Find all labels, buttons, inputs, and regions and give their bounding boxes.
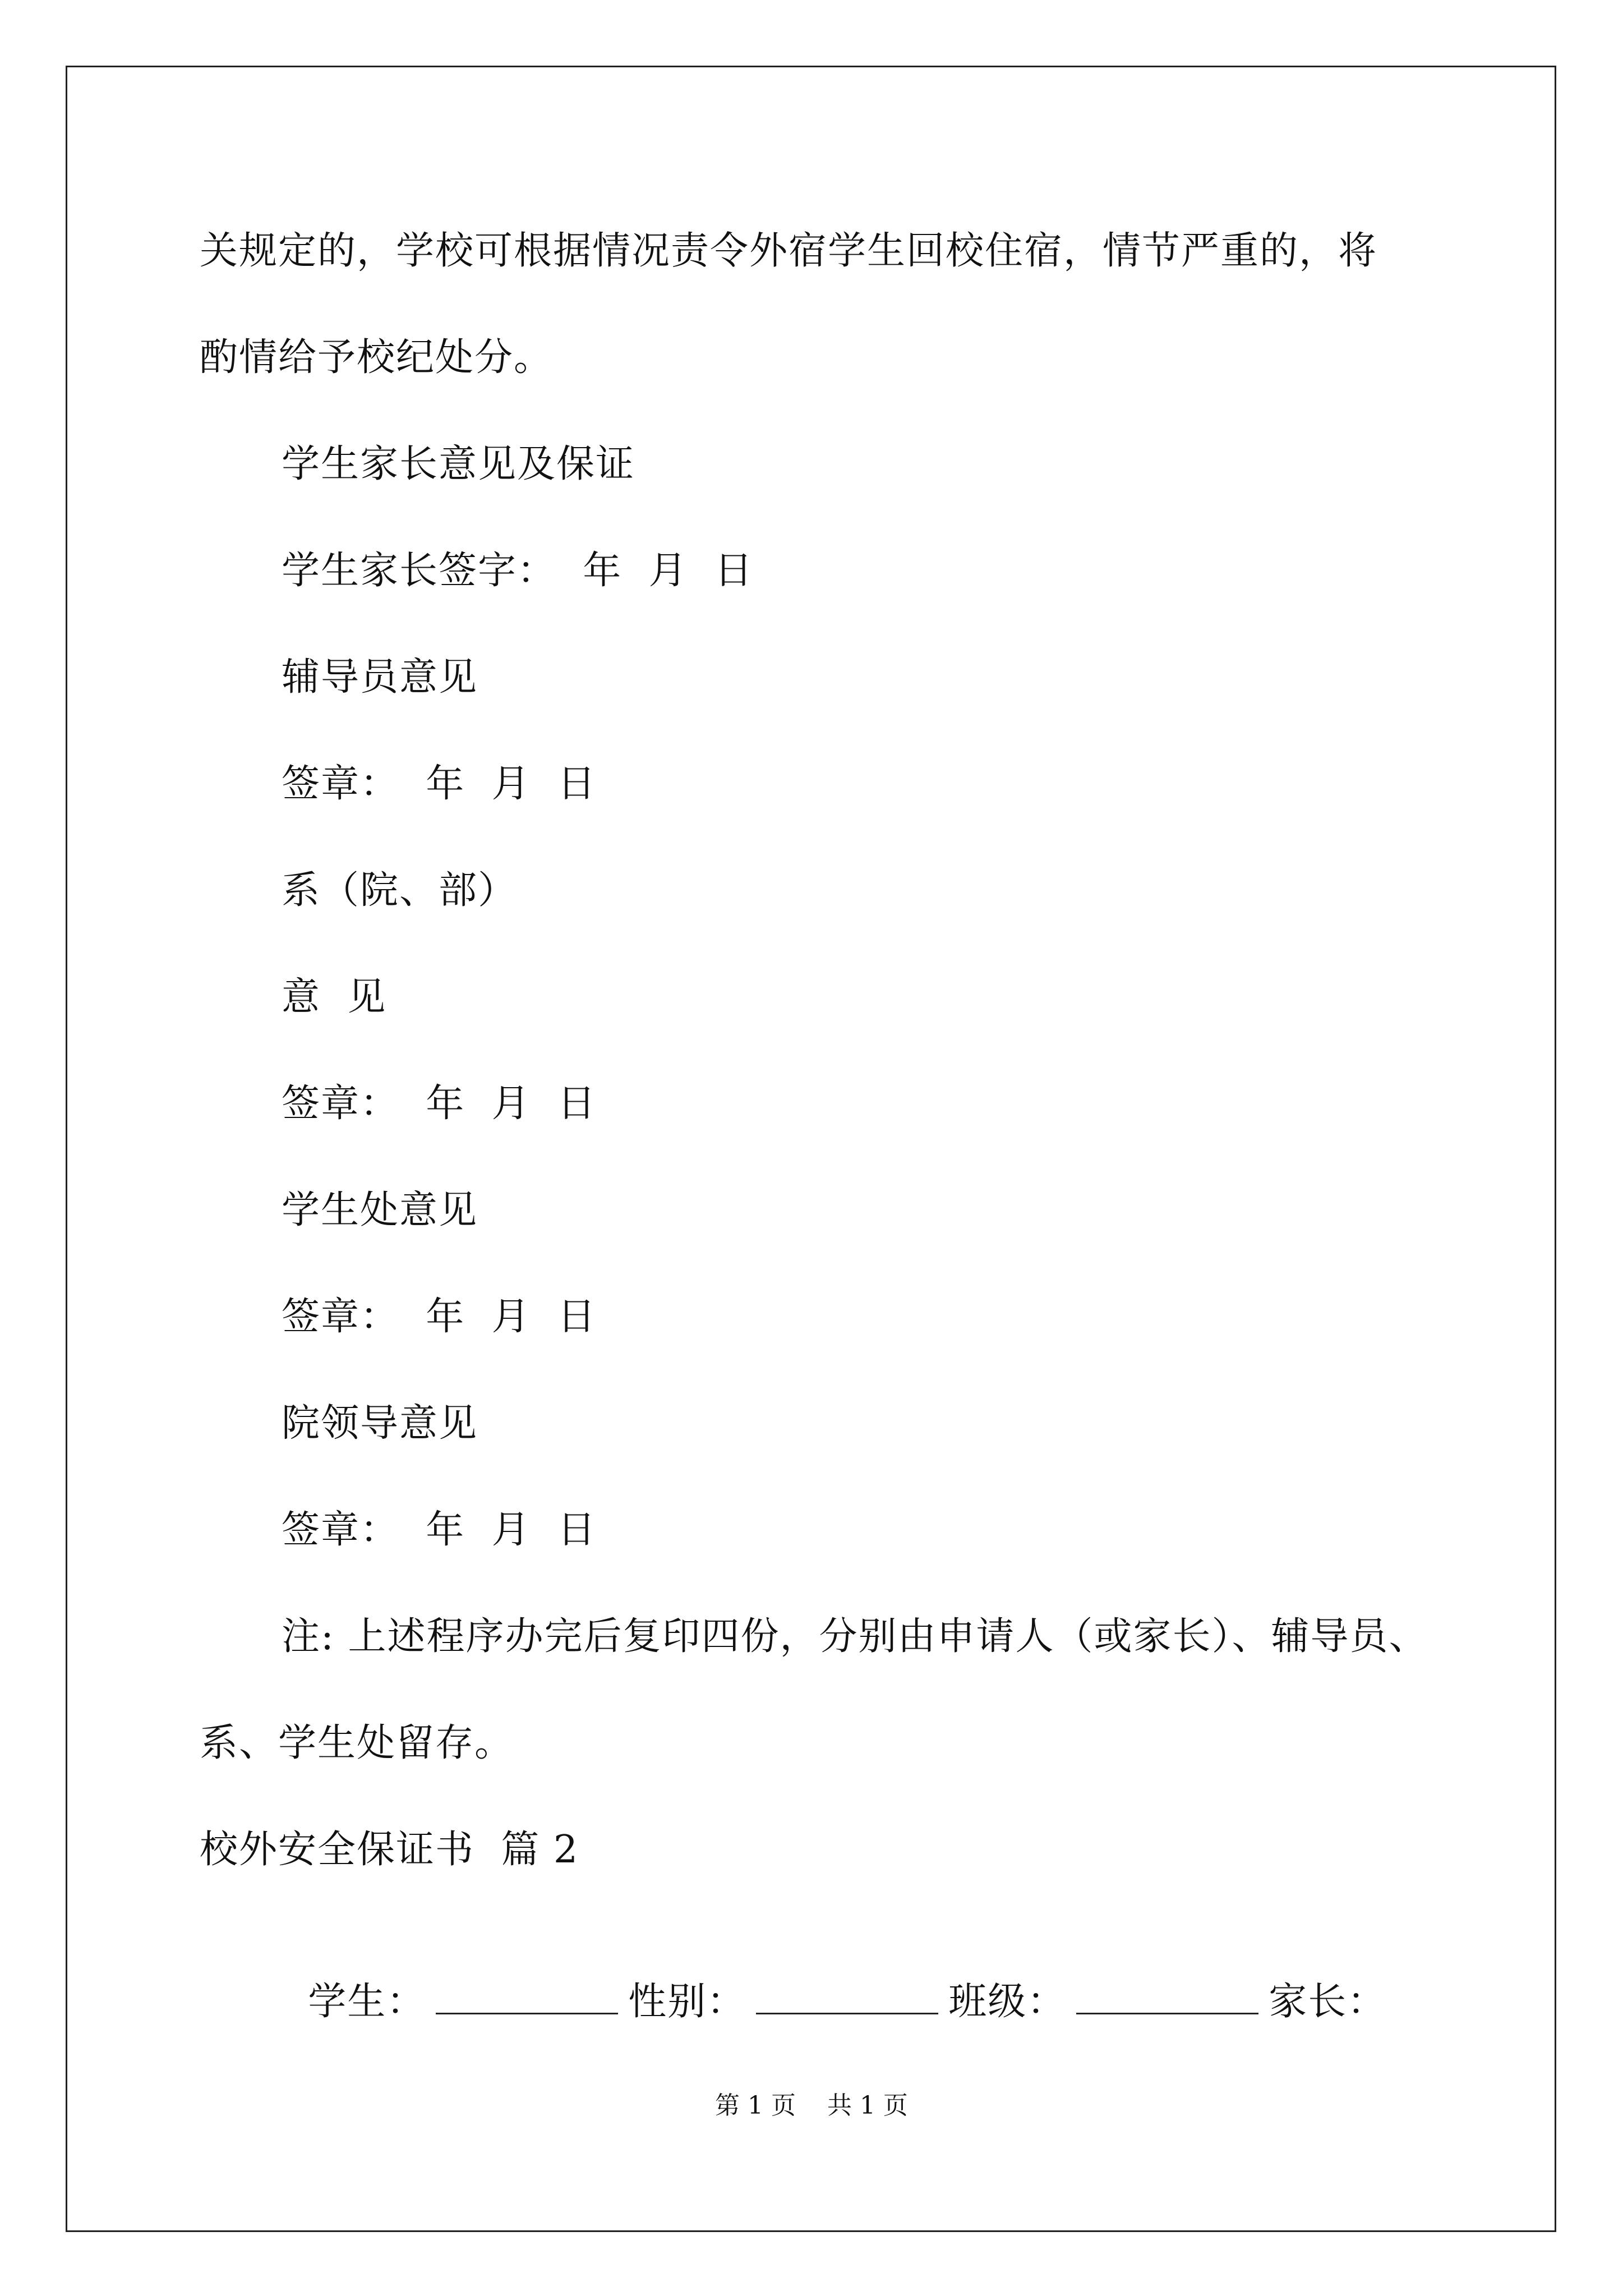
page-border (66, 66, 1556, 2232)
section-title: 校外安全保证书 篇 2 (200, 1828, 579, 1872)
class-blank (1076, 1979, 1258, 2014)
student-blank (436, 1979, 618, 2014)
parent-opinion-heading: 学生家长意见及保证 (282, 442, 635, 486)
college-leader-heading: 院领导意见 (282, 1401, 478, 1446)
counselor-opinion-heading: 辅导员意见 (282, 655, 478, 700)
college-leader-signature-line: 签章： 年 月 日 (282, 1508, 597, 1552)
student-label: 学生： (308, 1980, 426, 2024)
parent-label: 家长： (1269, 1980, 1387, 2024)
note-text-line: 注: 上述程序办完后复印四份，分别由申请人（或家长）、辅导员、 (282, 1614, 1428, 1659)
gender-blank (756, 1979, 938, 2014)
body-text-line: 酌情给予校纪处分。 (200, 335, 554, 380)
class-label: 班级： (948, 1980, 1067, 2024)
parent-signature-line: 学生家长签字： 年 月 日 (282, 549, 754, 593)
page-number-footer: 第 1 页 共 1 页 (715, 2091, 908, 2120)
department-signature-line: 签章： 年 月 日 (282, 1082, 597, 1126)
department-opinion-label: 意 见 (282, 975, 387, 1019)
student-office-heading: 学生处意见 (282, 1188, 478, 1232)
body-text-line: 关规定的，学校可根据情况责令外宿学生回校住宿，情节严重的，将 (200, 229, 1378, 273)
student-info-form-line (282, 1934, 1386, 2024)
gender-label: 性别： (628, 1980, 746, 2024)
note-text-line: 系、学生处留存。 (200, 1721, 514, 1765)
counselor-signature-line: 签章： 年 月 日 (282, 762, 597, 806)
department-heading: 系（院、部） (282, 868, 518, 913)
student-office-signature-line: 签章： 年 月 日 (282, 1295, 597, 1339)
